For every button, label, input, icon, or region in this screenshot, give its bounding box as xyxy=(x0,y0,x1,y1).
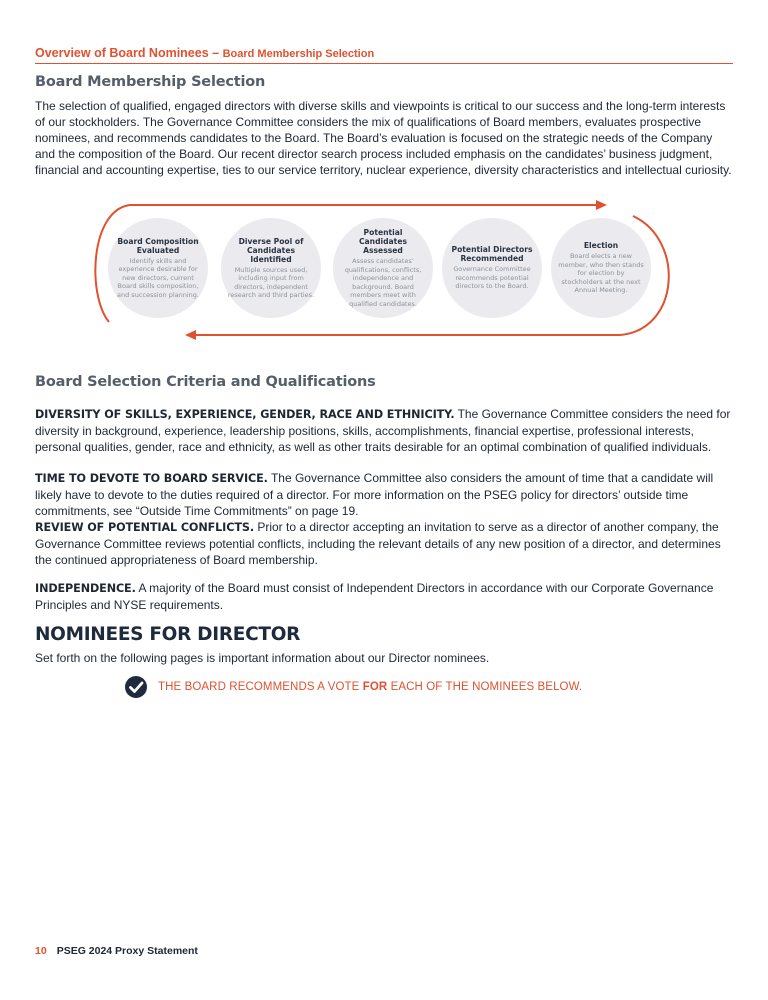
criteria-lead: REVIEW OF POTENTIAL CONFLICTS. xyxy=(35,521,254,534)
step-title: Potential Candidates Assessed xyxy=(358,228,407,255)
recommendation-text-end: EACH OF THE NOMINEES BELOW. xyxy=(387,681,583,693)
criteria-title: Board Selection Criteria and Qualifications xyxy=(35,374,376,390)
membership-body: The selection of qualified, engaged directors with diverse skills and viewpoints is critical to our success and the long-term interests of our stockholders. The Governance Committee considers the mix of qualifications of Board members, evaluates prospective nominees, and recommends candidates to the Board. The Board’s evaluation is focused on the strategic needs of the Company and the composition of the Board. Our recent director search process included emphasis on the candidates’ business judgment, financial and accounting expertise, ties to our service territory, nuclear experience, diversity characteristics and intellectual curiosity. xyxy=(35,99,732,177)
process-step xyxy=(551,218,651,318)
page-footer xyxy=(35,945,198,957)
return-arrowhead xyxy=(185,330,196,340)
criteria-item xyxy=(35,406,735,455)
checkmark-icon xyxy=(125,676,147,698)
process-step xyxy=(221,218,321,318)
step-description: Identify skills and experience desirable for new directors, current Board skills composition, and succession planning. xyxy=(117,256,199,299)
criteria-text: The Governance Committee considers the need for diversity in background, experience, leadership positions, skills, accomplishments, financial expertise, professional interests, personal qualities, gender, race and ethnicity, as well as other traits desirable for an optimal combination of qualified individuals. xyxy=(35,407,731,454)
criteria-text: Prior to a director accepting an invitation to serve as a director of another company, the Governance Committee reviews potential conflicts, including the relevant details of any new position of a director, and determines the continued appropriateness of Board membership. xyxy=(35,520,721,567)
step-description: Governance Committee recommends potential directors to the Board. xyxy=(453,265,531,291)
membership-title: Board Membership Selection xyxy=(35,74,266,90)
criteria-text: A majority of the Board must consist of Independent Directors in accordance with our Corporate Governance Principles and NYSE requirements. xyxy=(35,581,714,612)
running-header xyxy=(35,46,733,64)
recommendation-for: FOR xyxy=(362,681,388,693)
process-step xyxy=(108,218,208,318)
page-number: 10 xyxy=(35,945,47,957)
header-subsection: Board Membership Selection xyxy=(222,48,375,60)
criteria-item xyxy=(35,580,735,613)
header-separator: – xyxy=(208,46,223,60)
criteria-lead: DIVERSITY OF SKILLS, EXPERIENCE, GENDER, RACE AND ETHNICITY. xyxy=(35,408,455,421)
document-title: PSEG 2024 Proxy Statement xyxy=(56,945,198,957)
recommendation-text xyxy=(158,681,582,693)
step-title: Diverse Pool of Candidates Identified xyxy=(238,236,304,264)
step-title: Election xyxy=(583,241,619,251)
criteria-text: The Governance Committee also considers the amount of time that a candidate will likely have to devote to the duties required of a director. For more information on the PSEG policy for directors’ outside time commitments, see “Outside Time Commitments” on page 19. xyxy=(35,471,714,518)
step-description: Board elects a new member, who then stands for election by stockholders at the next Annual Meeting. xyxy=(558,252,644,295)
recommendation-text-start: THE BOARD RECOMMENDS A VOTE xyxy=(158,681,363,693)
selection-process-diagram xyxy=(85,200,670,345)
criteria-lead: INDEPENDENCE. xyxy=(35,582,136,595)
step-description: Multiple sources used, including input from directors, independent research and third parties. xyxy=(227,265,315,299)
header-section: Overview of Board Nominees xyxy=(35,46,209,60)
nominees-title: NOMINEES FOR DIRECTOR xyxy=(35,624,301,645)
recommendation xyxy=(125,676,582,698)
criteria-lead: TIME TO DEVOTE TO BOARD SERVICE. xyxy=(35,472,268,485)
criteria-item xyxy=(35,470,735,519)
step-title: Potential Directors Recommended xyxy=(451,245,533,264)
criteria-item xyxy=(35,519,735,568)
forward-arrowhead xyxy=(596,200,607,210)
step-description: Assess candidates’ qualifications, conflicts, independence and background. Board members meet with qualified candidates. xyxy=(344,257,422,308)
process-step xyxy=(442,218,542,318)
nominees-intro: Set forth on the following pages is important information about our Director nominees. xyxy=(35,651,490,665)
step-title: Board Composition Evaluated xyxy=(117,236,199,255)
process-step xyxy=(333,218,433,318)
